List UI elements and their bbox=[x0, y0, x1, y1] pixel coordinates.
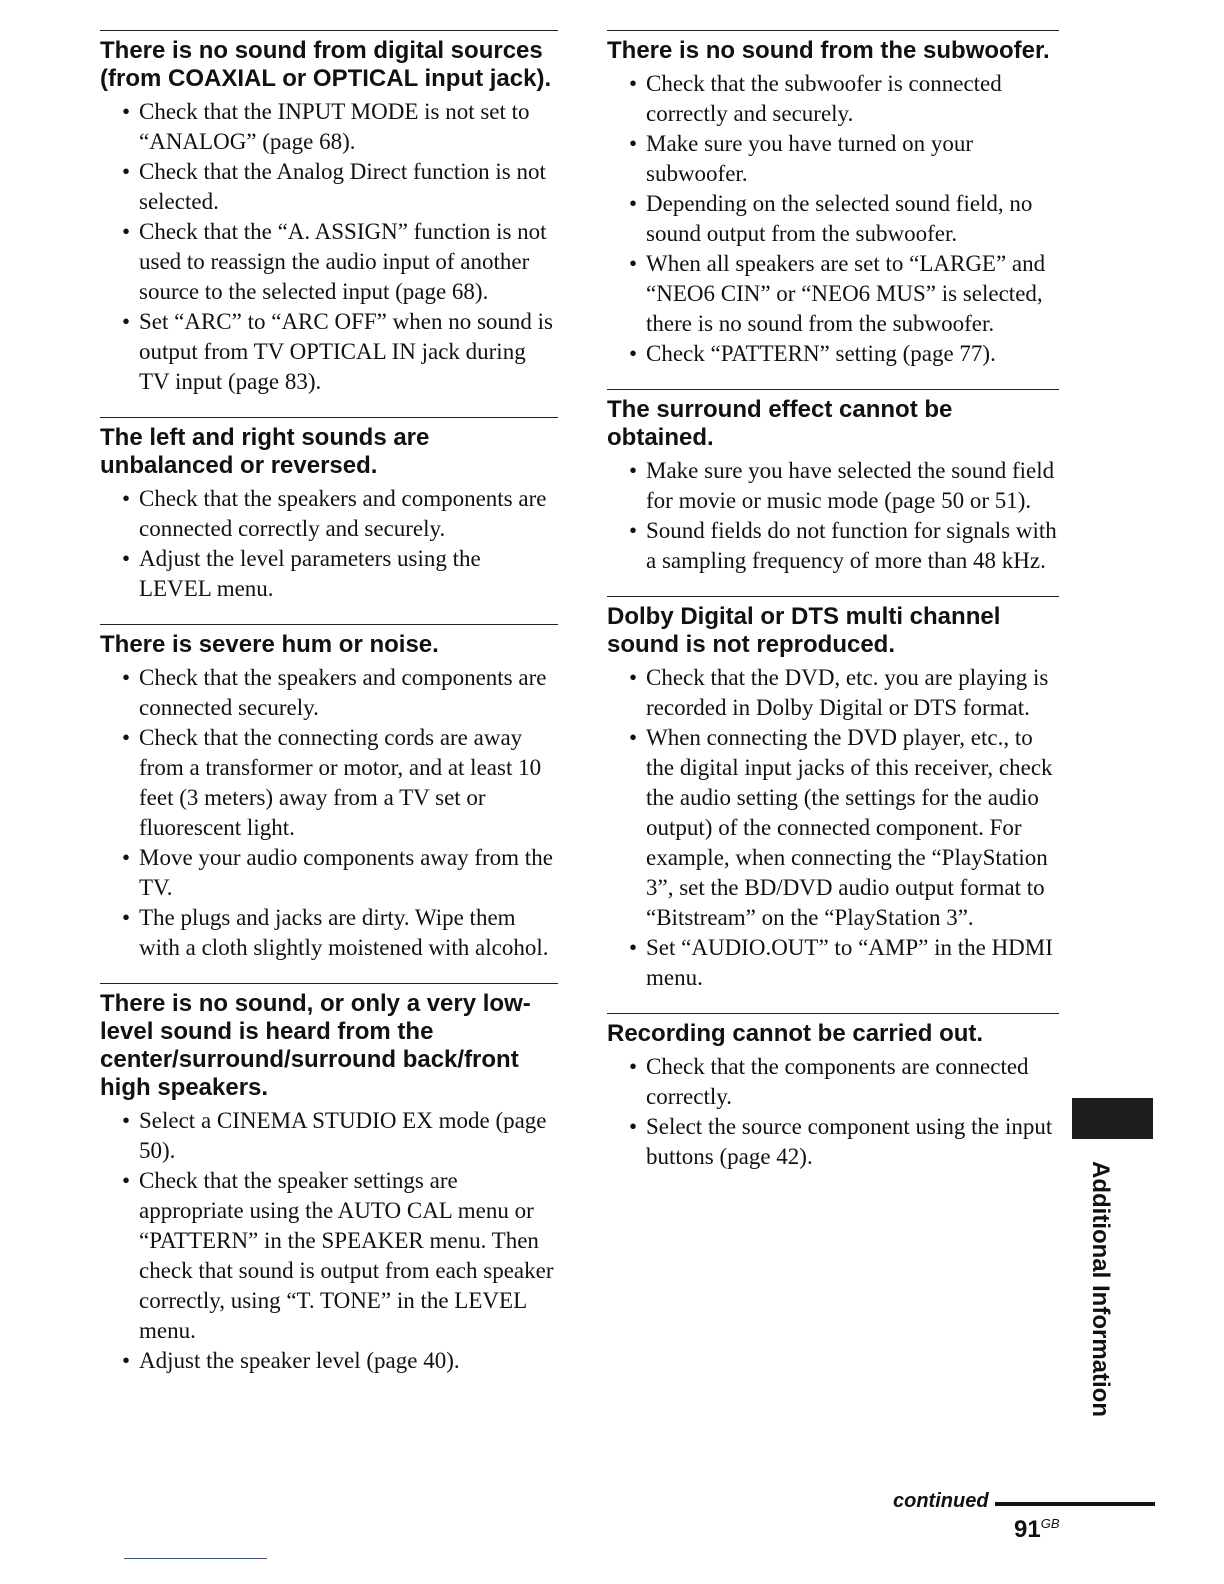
section-heading: The surround effect cannot be obtained. bbox=[607, 396, 953, 451]
page-number-value: 91 bbox=[1014, 1516, 1041, 1543]
troubleshooting-section bbox=[100, 30, 558, 397]
page-number bbox=[1014, 1516, 1060, 1544]
troubleshooting-section bbox=[607, 30, 1059, 369]
troubleshooting-section bbox=[607, 596, 1059, 993]
bullet-item: • Depending on the selected sound field, no sound output from the subwoofer. bbox=[629, 189, 1059, 249]
bullet-item: • Check that the INPUT MODE is not set to “ANALOG” (page 68). bbox=[122, 97, 558, 157]
bullet-list bbox=[607, 69, 1059, 369]
bullet-list bbox=[100, 663, 558, 963]
footer-mark bbox=[124, 1558, 267, 1559]
bullet-item: • Move your audio components away from the TV. bbox=[122, 843, 558, 903]
troubleshooting-section bbox=[100, 983, 558, 1376]
bullet-item: • Adjust the level parameters using the LEVEL menu. bbox=[122, 544, 558, 604]
bullet-list bbox=[607, 663, 1059, 993]
bullet-item: • Check that the speakers and components are connected correctly and securely. bbox=[122, 484, 558, 544]
bullet-item: • Make sure you have turned on your subwoofer. bbox=[629, 129, 1059, 189]
page-number-suffix: GB bbox=[1040, 1516, 1060, 1531]
bullet-item: • Check that the components are connected correctly. bbox=[629, 1052, 1059, 1112]
left-column bbox=[100, 30, 558, 1396]
section-tab-text: Additional Information bbox=[1087, 1160, 1115, 1417]
bullet-item: • Check that the subwoofer is connected correctly and securely. bbox=[629, 69, 1059, 129]
troubleshooting-section bbox=[100, 417, 558, 604]
bullet-list bbox=[100, 1106, 558, 1376]
bullet-item: • When connecting the DVD player, etc., to the digital input jacks of this receiver, check the audio setting (the settings for the audio output) of the connected component. For example, when connecting the “PlayStation 3”, set the BD/DVD audio output format to “Bitstream” on the “PlayStation 3”. bbox=[629, 723, 1059, 933]
section-heading: Recording cannot be carried out. bbox=[607, 1020, 984, 1047]
bullet-list bbox=[100, 484, 558, 604]
bullet-item: • Set “AUDIO.OUT” to “AMP” in the HDMI menu. bbox=[629, 933, 1059, 993]
bullet-item: • Check that the speakers and components are connected securely. bbox=[122, 663, 558, 723]
bullet-list bbox=[607, 456, 1059, 576]
section-tab-label bbox=[1085, 1156, 1115, 1421]
bullet-item: • Check “PATTERN” setting (page 77). bbox=[629, 339, 1059, 369]
section-heading: There is no sound, or only a very low-level sound is heard from the center/surround/surround back/front high speakers. bbox=[100, 990, 531, 1101]
bullet-item: • When all speakers are set to “LARGE” and “NEO6 CIN” or “NEO6 MUS” is selected, there is no sound from the subwoofer. bbox=[629, 249, 1059, 339]
bullet-item: • Check that the “A. ASSIGN” function is not used to reassign the audio input of another source to the selected input (page 68). bbox=[122, 217, 558, 307]
section-heading: There is severe hum or noise. bbox=[100, 631, 439, 658]
section-heading: There is no sound from the subwoofer. bbox=[607, 37, 1050, 64]
bullet-item: • Select the source component using the input buttons (page 42). bbox=[629, 1112, 1059, 1172]
troubleshooting-section bbox=[100, 624, 558, 963]
continued-label: continued bbox=[893, 1490, 989, 1512]
bullet-item: • Adjust the speaker level (page 40). bbox=[122, 1346, 558, 1376]
bullet-item: • Check that the DVD, etc. you are playing is recorded in Dolby Digital or DTS format. bbox=[629, 663, 1059, 723]
bullet-item: • Check that the speaker settings are appropriate using the AUTO CAL menu or “PATTERN” in the SPEAKER menu. Then check that sound is output from each speaker correctly, using “T. TONE” in the LEVEL menu. bbox=[122, 1166, 558, 1346]
bullet-list bbox=[607, 1052, 1059, 1172]
section-heading: The left and right sounds are unbalanced or reversed. bbox=[100, 424, 430, 479]
bullet-item: • Make sure you have selected the sound field for movie or music mode (page 50 or 51). bbox=[629, 456, 1059, 516]
section-heading: Dolby Digital or DTS multi channel sound is not reproduced. bbox=[607, 603, 1001, 658]
section-heading: There is no sound from digital sources (from COAXIAL or OPTICAL input jack). bbox=[100, 37, 552, 92]
bullet-item: • Check that the Analog Direct function is not selected. bbox=[122, 157, 558, 217]
bullet-item: • Set “ARC” to “ARC OFF” when no sound is output from TV OPTICAL IN jack during TV input (page 83). bbox=[122, 307, 558, 397]
section-tab-marker bbox=[1072, 1098, 1153, 1139]
bullet-item: • Check that the connecting cords are away from a transformer or motor, and at least 10 feet (3 meters) away from a TV set or fluorescent light. bbox=[122, 723, 558, 843]
right-column bbox=[607, 30, 1059, 1192]
troubleshooting-section bbox=[607, 1013, 1059, 1172]
troubleshooting-section bbox=[607, 389, 1059, 576]
continued-rule bbox=[995, 1502, 1155, 1506]
bullet-item: • Select a CINEMA STUDIO EX mode (page 50). bbox=[122, 1106, 558, 1166]
bullet-list bbox=[100, 97, 558, 397]
bullet-item: • The plugs and jacks are dirty. Wipe them with a cloth slightly moistened with alcohol. bbox=[122, 903, 558, 963]
bullet-item: • Sound fields do not function for signals with a sampling frequency of more than 48 kHz. bbox=[629, 516, 1059, 576]
